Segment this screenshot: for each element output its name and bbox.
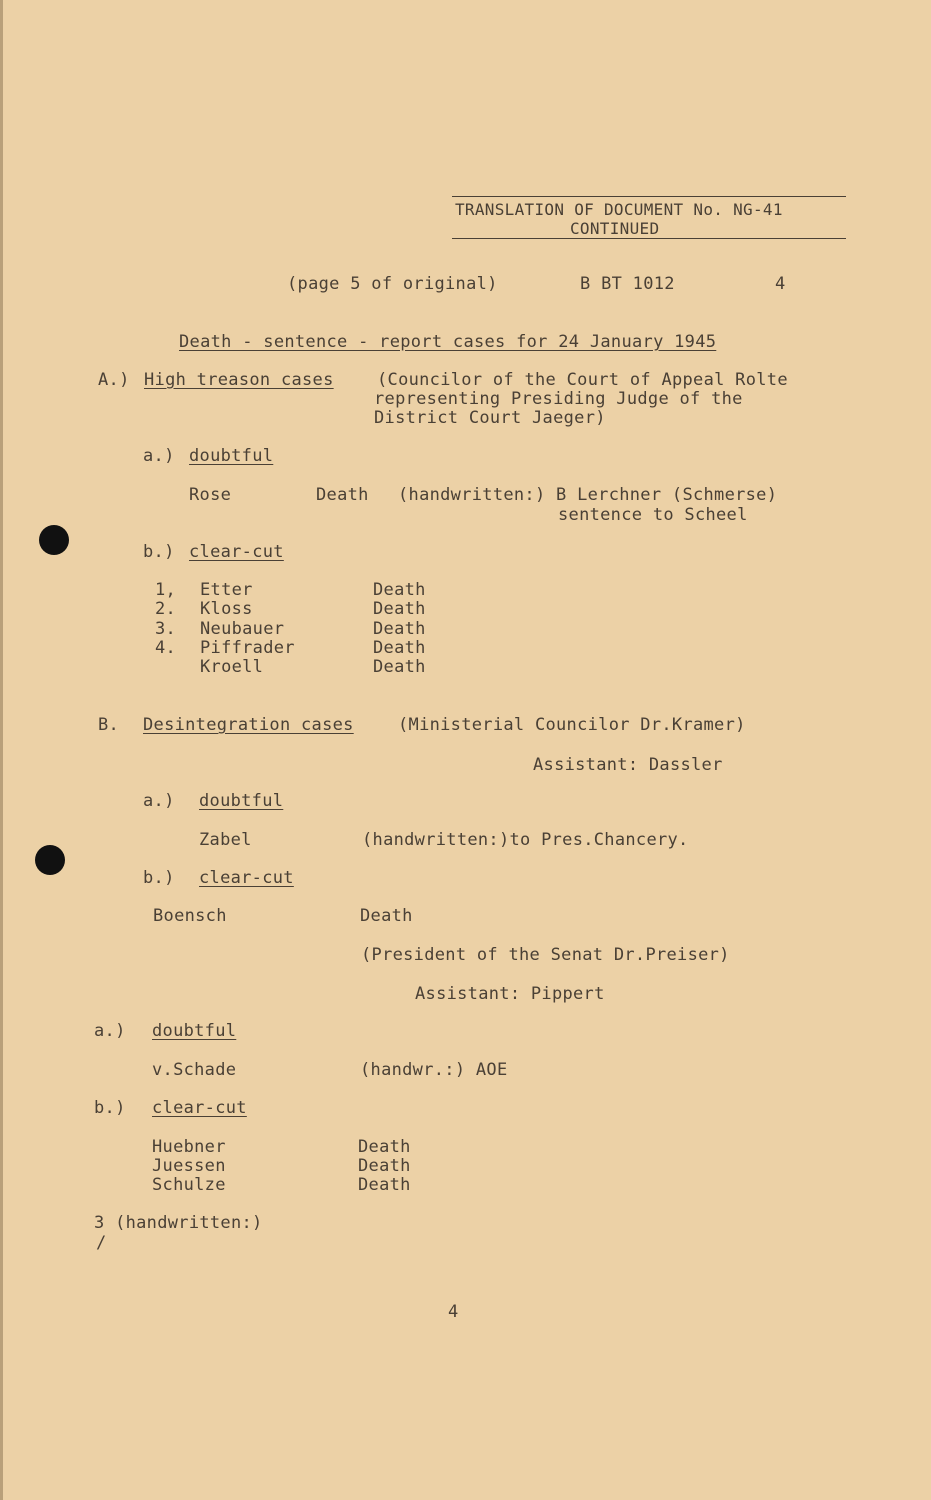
clear-item-mark: 2.: [155, 599, 177, 619]
clear-item-name: Neubauer: [200, 619, 285, 639]
section-a-doubtful-note-1: (handwritten:) B Lerchner (Schmerse): [398, 485, 778, 505]
clear-item-verdict: Death: [373, 619, 426, 639]
page-reference: (page 5 of original): [287, 274, 498, 294]
clear-item-mark: 1,: [155, 580, 177, 600]
clear-item-verdict: Death: [373, 599, 426, 619]
section-a-doubtful-mark: a.): [143, 446, 175, 466]
section-b-doubtful-mark: a.): [143, 791, 175, 811]
section-a-doubtful-label: doubtful: [189, 446, 274, 466]
section-a-doubtful-name: Rose: [189, 485, 232, 505]
section-b-clear-name: Boensch: [153, 906, 227, 926]
section-c-doubtful-label: doubtful: [152, 1021, 237, 1041]
clear-item-verdict: Death: [373, 657, 426, 677]
section-c-assistant: Assistant: Pippert: [415, 984, 605, 1004]
report-heading: Death - sentence - report cases for 24 January 1945: [179, 332, 717, 352]
section-c-doubtful-name: v.Schade: [152, 1060, 237, 1080]
section-c-clear-verdict: Death: [358, 1175, 411, 1195]
punch-hole-bottom: [35, 845, 65, 875]
section-b-clear-mark: b.): [143, 868, 175, 888]
header-page-number: 4: [775, 274, 786, 294]
section-a-mark: A.): [98, 370, 130, 390]
section-a-label: High treason cases: [144, 370, 334, 390]
section-c-president: (President of the Senat Dr.Preiser): [361, 945, 730, 965]
page-edge: [0, 0, 3, 1500]
section-b-doubtful-note: (handwritten:)to Pres.Chancery.: [362, 830, 689, 850]
section-b-doubtful-name: Zabel: [199, 830, 252, 850]
section-c-clear-name: Schulze: [152, 1175, 226, 1195]
section-b-clear-label: clear-cut: [199, 868, 294, 888]
document-title: TRANSLATION OF DOCUMENT No. NG-41: [455, 200, 783, 219]
clear-item-name: Kloss: [200, 599, 253, 619]
continued-label: CONTINUED: [570, 219, 660, 238]
section-c-clear-label: clear-cut: [152, 1098, 247, 1118]
header-rule-top: [452, 196, 846, 197]
clear-item-name: Kroell: [200, 657, 264, 677]
section-a-clear-label: clear-cut: [189, 542, 284, 562]
section-a-doubtful-note-2: sentence to Scheel: [558, 505, 748, 525]
section-c-clear-mark: b.): [94, 1098, 126, 1118]
section-c-clear-name: Juessen: [152, 1156, 226, 1176]
document-code: B BT 1012: [580, 274, 675, 294]
section-b-clear-verdict: Death: [360, 906, 413, 926]
section-c-doubtful-note: (handwr.:) AOE: [360, 1060, 508, 1080]
punch-hole-top: [39, 525, 69, 555]
clear-item-verdict: Death: [373, 580, 426, 600]
section-c-doubtful-mark: a.): [94, 1021, 126, 1041]
clear-item-verdict: Death: [373, 638, 426, 658]
handwritten-note: 3 (handwritten:): [94, 1213, 263, 1233]
section-a-line-3: District Court Jaeger): [374, 408, 606, 428]
section-b-mark: B.: [98, 715, 120, 735]
clear-item-name: Piffrader: [200, 638, 295, 658]
clear-item-mark: 3.: [155, 619, 177, 639]
section-b-councilor: (Ministerial Councilor Dr.Kramer): [398, 715, 746, 735]
section-b-doubtful-label: doubtful: [199, 791, 284, 811]
section-a-doubtful-verdict: Death: [316, 485, 369, 505]
section-c-clear-verdict: Death: [358, 1137, 411, 1157]
handwritten-slash: /: [96, 1233, 107, 1253]
header-rule-bottom: [452, 238, 846, 239]
section-c-clear-name: Huebner: [152, 1137, 226, 1157]
section-b-label: Desintegration cases: [143, 715, 354, 735]
clear-item-mark: 4.: [155, 638, 177, 658]
section-a-line-2: representing Presiding Judge of the: [374, 389, 743, 409]
footer-page-number: 4: [448, 1302, 459, 1322]
section-a-clear-mark: b.): [143, 542, 175, 562]
section-c-clear-verdict: Death: [358, 1156, 411, 1176]
clear-item-name: Etter: [200, 580, 253, 600]
section-b-assistant: Assistant: Dassler: [533, 755, 723, 775]
section-a-line-1: (Councilor of the Court of Appeal Rolte: [377, 370, 788, 390]
